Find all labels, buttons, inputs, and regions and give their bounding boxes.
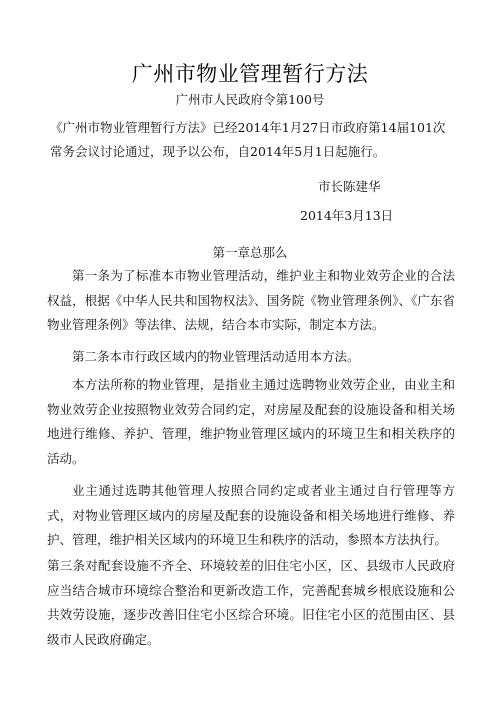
article-1: 第一条为了标准本市物业管理活动，维护业主和物业效劳企业的合法权益，根据《中华人民共和国物权法》、国务院《物业管理条例》、《广东省物业管理条例》等法律、法规，结合本市实际，制定本方法。 — [47, 268, 455, 332]
article-3: 第三条对配套设施不齐全、环境较差的旧住宅小区，区、县级市人民政府应当结合城市环境综合整治和更新改造工作，完善配套城乡根底设施和公共效劳设施，逐步改善旧住宅小区综合环境。旧住宅小区的范围由区、县级市人民政府确定。 — [47, 558, 455, 647]
document-title: 广州市物业管理暂行方法 — [131, 62, 369, 86]
article-2-paragraph-2: 本方法所称的物业管理，是指业主通过选聘物业效劳企业，由业主和物业效劳企业按照物业效劳合同约定，对房屋及配套的设施设备和相关场地进行维修、养护、管理，维护物业管理区域内的环境卫生和相关秩序的活动。 — [47, 377, 455, 466]
article-2-paragraph-3: 业主通过选聘其他管理人按照合同约定或者业主通过自行管理等方式，对物业管理区域内的房屋及配套的设施设备和相关场地进行维修、养护、管理，维护相关区域内的环境卫生和秩序的活动，参照本方法执行。 — [47, 483, 455, 547]
decree-number: 广州市人民政府令第100号 — [175, 92, 325, 107]
signature: 市长陈建华 — [318, 179, 381, 194]
chapter-heading: 第一章总那么 — [212, 245, 288, 260]
intro-paragraph: 《广州市物业管理暂行方法》已经2014年1月27日市政府第14届101次常务会议讨论通过，现予以公布，自2014年5月1日起施行。 — [50, 120, 446, 159]
issue-date: 2014年3月13日 — [300, 208, 394, 223]
article-2: 第二条本市行政区域内的物业管理活动适用本方法。 — [72, 349, 360, 364]
